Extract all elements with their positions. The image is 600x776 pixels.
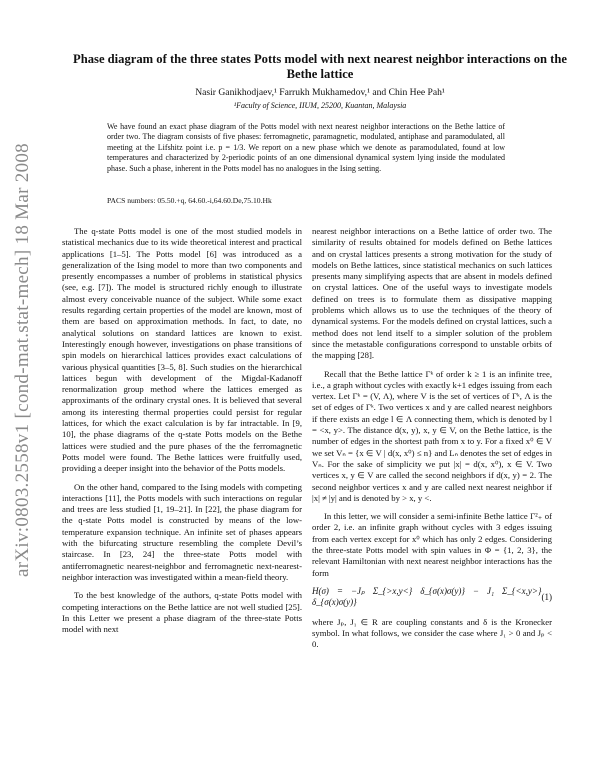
pacs-numbers: PACS numbers: 05.50.+q, 64.60.-i,64.60.De,75.10.Hk [107,196,272,205]
paragraph: nearest neighbor interactions on a Bethe lattice of order two. The similarity of results obtained for models defined on Bethe lattices and on crystal lattices presents a strong motivation for the study of models on Bethe lattices, since statistical mechanics on such lattices presents many simplifying aspects that are absent in models defined on crystal lattices. One of the useful ways to investigate models defined on trees is to formulate them as dissipative mapping problems which allows us to use the techniques of the theory of dynamical systems. For the models defined on crystal lattices, such a method does not lend itself to a simpler solution of the problem since the metastable configurations correspond to unstable orbits of the mapping [28]. [312,226,552,361]
left-column [62,226,302,642]
paper-title: Phase diagram of the three states Potts model with next nearest neighbor interactions on the Bethe lattice [73,52,567,81]
equation-body: H(σ) = −Jₚ Σ_{>x,y<} δ_{σ(x)σ(y)} − J₁ Σ_{<x,y>} δ_{σ(x)σ(y)} [312,585,542,608]
paragraph: In this letter, we will consider a semi-infinite Bethe lattice Γ²₊ of order 2, i.e. an infinite graph without cycles with 3 edges issuing from each vertex except for x⁰ which has only 2 edges. Considering the three-state Potts model with spin values in Φ = {1, 2, 3}, the relevant Hamiltonian with next nearest neighbor interactions has the form [312,511,552,578]
authors: Nasir Ganikhodjaev,¹ Farrukh Mukhamedov,¹ and Chin Hee Pah¹ [195,87,445,98]
paragraph: Recall that the Bethe lattice Γᵏ of order k ≥ 1 is an infinite tree, i.e., a graph without cycles with exactly k+1 edges issuing from each vertex. Let Γᵏ = (V, Λ), where V is the set of vertices of Γᵏ, Λ is the set of edges of Γᵏ. Two vertices x and y are called nearest neighbors if there exists an edge l ∈ Λ connecting them, which is denoted by l = <x, y>. The distance d(x, y), x, y ∈ V, on the Bethe lattice, is the number of edges in the shortest path from x to y. For a fixed x⁰ ∈ V we set Vₙ = {x ∈ V | d(x, x⁰) ≤ n} and Lₙ denotes the set of edges in Vₙ. For the sake of simplicity we put |x| = d(x, x⁰), x ∈ V. Two vertices x, y ∈ V are called the second neighbors if d(x, y) = 2. The second neighbor vertices x and y are called next nearest neighbor if |x| ≠ |y| and is denoted by > x, y <. [312,368,552,503]
abstract: We have found an exact phase diagram of the Potts model with next nearest neighbor interactions on the Bethe lattice of order two. The diagram consists of five phases: ferromagnetic, paramagnetic, modulated, antiphase and paramodulated, all meeting at the Lifshitz point i.e. p = 1/3. We report on a new phase which we denote as paramodulated, found at low temperatures and characterized by 2-periodic points of an one dimensional dynamical system lying inside the modulated phase. Such a phase, inherent in the Potts model has no analogues in the Ising setting. [107,122,505,173]
paragraph: where Jₚ, J₁ ∈ R are coupling constants and δ is the Kronecker symbol. In what follows, we consider the case where J₁ > 0 and Jₚ < 0. [312,616,552,650]
paragraph: To the best knowledge of the authors, q-state Potts model with competing interactions on the Bethe lattice are not well studied [25]. In this Letter we present a phase diagram of the three-state Potts model with next [62,590,302,635]
equation-hamiltonian [312,586,552,609]
paragraph: The q-state Potts model is one of the most studied models in statistical mechanics due to its wide theoretical interest and practical applications [1–5]. The Potts model [6] was introduced as a generalization of the Ising model to more than two components and presently encompasses a number of problems in statistical physics (see, e.g. [7]). The model is structured richly enough to illustrate almost every conceivable nuance of the subject. While some exact results regarding certain properties of the model are known, most of them are based on approximation methods. In fact, to date, no analytical solutions on standard lattices are known to exist. Interestingly enough however, investigations on phase transitions of spin models on hierarchical lattices provides exact calculations of various physical quantities [3–5, 8]. Such studies on the hierarchical lattices begun with development of the Migdal-Kadanoff renormalization group method where the lattices emerged as approximants of the ordinary crystal ones. It is believed that several among its interesting thermal properties could persist for regular lattices, for which the exact calculation is by far intractable. In [9, 10], the phase diagrams of the q-state Potts models on the Bethe lattices were studied and the pure phases of the the ferromagnetic Potts model were found. The Bethe lattices were fruitfully used, providing a deeper insight into the behavior of the Potts models. [62,226,302,474]
arxiv-side-stamp [4,80,42,640]
arxiv-id: arXiv:0803.2558v1 [cond-mat.stat-mech] 18 Mar 2008 [12,143,33,577]
equation-number: (1) [541,591,552,602]
affiliation: ¹Faculty of Science, IIUM, 25200, Kuantan, Malaysia [233,101,407,110]
right-column [312,226,552,657]
paragraph: On the other hand, compared to the Ising models with competing interactions [11], the Potts models with such interactions on regular and trees are less studied [1, 19–21]. In [22], the phase diagram for the q-state Potts model is constructed by means of the low-temperature expansion technique. An infinite set of phases appears with the bifurcating structure resembling the complete Devil’s staircase. In [23, 24] the three-state Potts model with antiferromagnetic nearest-neighbor and ferromagnetic next-nearest-neighbor interaction was investigated within a mean-field theory. [62,481,302,582]
